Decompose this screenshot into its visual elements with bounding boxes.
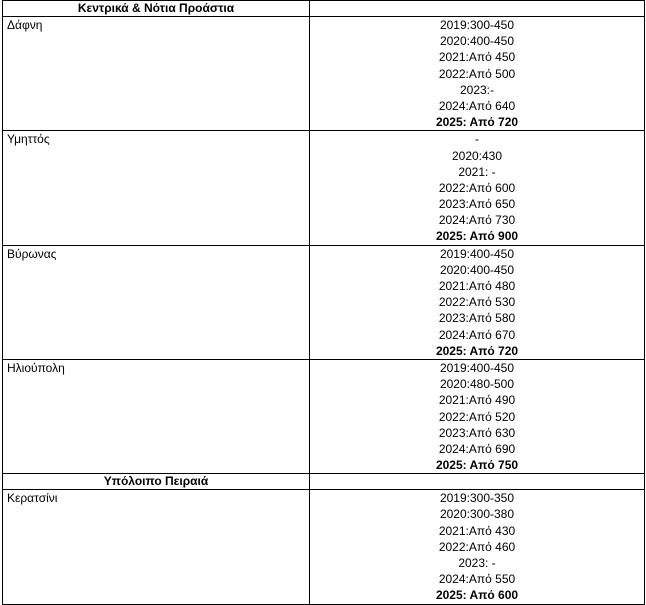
price-value: 2024:Από 550 — [438, 572, 516, 587]
price-value: 2022:Από 530 — [438, 295, 516, 310]
area-name: Υμηττός — [7, 132, 50, 147]
price-values-cell — [310, 17, 645, 131]
table-body — [3, 1, 645, 605]
section-header-empty-cell — [310, 474, 645, 490]
price-value: 2023:Από 630 — [438, 425, 516, 440]
price-value: 2021:Από 450 — [438, 50, 516, 65]
area-name-cell — [3, 245, 310, 359]
price-values-cell — [310, 131, 645, 245]
section-header-row — [3, 1, 645, 17]
price-value: 2023:- — [459, 82, 495, 97]
price-value: 2024:Από 690 — [438, 441, 516, 456]
area-name-cell — [3, 490, 310, 604]
price-value: 2020:480-500 — [439, 377, 515, 392]
area-name-cell — [3, 359, 310, 473]
price-value: 2019:300-450 — [439, 18, 515, 32]
price-value: 2023:Από 650 — [438, 197, 516, 212]
price-value: 2023:Από 580 — [438, 311, 516, 326]
price-value: 2020:300-380 — [439, 507, 515, 522]
section-header-row — [3, 474, 645, 490]
price-values-cell — [310, 490, 645, 604]
section-title: Υπόλοιπο Πειραιά — [3, 474, 310, 490]
price-value-current: 2025: Από 900 — [435, 229, 519, 244]
area-name-cell — [3, 17, 310, 131]
price-value-current: 2025: Από 720 — [435, 343, 519, 358]
price-value: 2024:Από 730 — [438, 213, 516, 228]
price-value: 2021:Από 490 — [438, 393, 516, 408]
price-value: 2024:Από 670 — [438, 327, 516, 342]
table-row — [3, 359, 645, 473]
price-values-cell — [310, 359, 645, 473]
area-name: Κερατσίνι — [7, 491, 58, 506]
price-value: 2024:Από 640 — [438, 98, 516, 113]
section-title: Κεντρικά & Νότια Προάστια — [3, 1, 310, 17]
area-name: Δάφνη — [7, 18, 43, 32]
price-value: 2021: - — [458, 164, 496, 179]
table-row — [3, 17, 645, 131]
table-row — [3, 490, 645, 604]
price-value: 2023: - — [458, 556, 496, 570]
price-value: 2021:Από 480 — [438, 279, 516, 293]
price-value: 2020:400-450 — [439, 34, 515, 49]
rent-price-table — [2, 0, 645, 605]
area-name-cell — [3, 131, 310, 245]
area-name: Ηλιούπολη — [7, 360, 65, 375]
section-header-empty-cell — [310, 1, 645, 17]
table-row — [3, 131, 645, 245]
price-value: 2022:Από 600 — [438, 180, 516, 195]
price-value: 2021:Από 430 — [438, 523, 516, 538]
price-value: 2019:400-450 — [439, 360, 515, 375]
table-row — [3, 245, 645, 359]
price-value: 2019:300-350 — [439, 491, 515, 506]
price-values-cell — [310, 245, 645, 359]
price-value: - — [475, 132, 479, 147]
area-name: Βύρωνας — [7, 246, 57, 261]
price-value-current: 2025: Από 750 — [435, 458, 519, 473]
price-value: 2020:430 — [451, 148, 503, 163]
price-value: 2019:400-450 — [439, 246, 515, 261]
price-value: 2022:Από 500 — [438, 66, 516, 81]
price-value: 2022:Από 520 — [438, 409, 516, 424]
price-value-current: 2025: Από 720 — [435, 115, 519, 130]
price-value: 2020:400-450 — [439, 262, 515, 277]
price-value-current: 2025: Από 600 — [435, 588, 519, 603]
price-value: 2022:Από 460 — [438, 539, 516, 554]
